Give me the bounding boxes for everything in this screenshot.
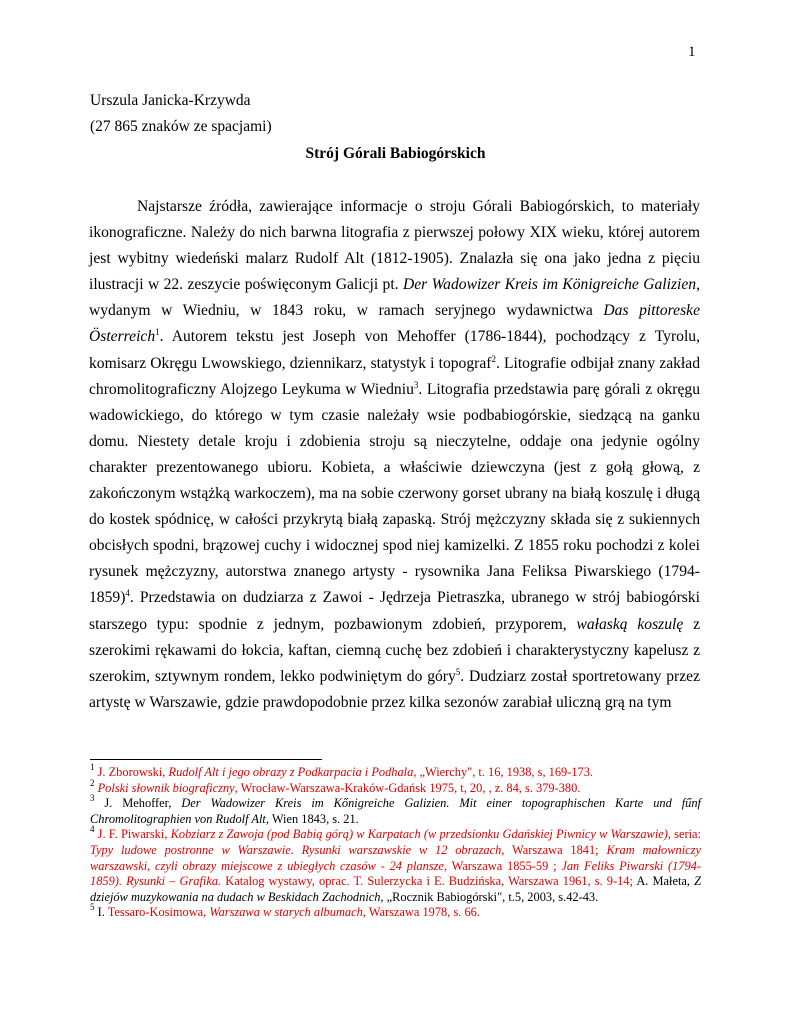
italic-title: Rudolf Alt i jego obrazy z Podkarpacia i Podhala — [168, 765, 414, 779]
author-name: Urszula Janicka-Krzywda — [90, 92, 251, 109]
footnote-4 — [90, 824, 701, 905]
paragraph — [89, 194, 700, 716]
text-run: , Warszawa 1841; — [501, 842, 607, 857]
footnote-3 — [90, 793, 701, 827]
footnote-2 — [90, 777, 701, 797]
italic-title: Typy ludowe postronne w Warszawie. Rysunki warszawskie w 12 obrazach — [90, 842, 502, 857]
text-run: I. — [94, 905, 108, 920]
italic-title: Der Wadowizer Kreis im Kőnigreiche Galizien. Mit einer topographischen Karte und fűnf Chromolitographien von Rudolf Alt, — [90, 796, 701, 826]
text-run: , Wrocław-Warszawa-Kraków-Gdańsk 1975, t, 20, , z. 84, s. 379-380. — [234, 780, 581, 795]
footnote-number: 4 — [90, 824, 95, 835]
text-run: , Warszawa 1978, s. 66. — [362, 905, 480, 920]
footnote-ref[interactable]: 1 — [155, 327, 160, 338]
italic-title: Z dziejów muzykowania na dudach w Beskidach Zachodnich — [90, 874, 701, 904]
text-run: J. Zborowski, — [94, 765, 169, 779]
footnote-ref[interactable]: 4 — [125, 588, 130, 599]
text-run: Tessaro-Kosimowa, — [107, 905, 210, 920]
italic-title: Das pittoreske Österreich — [89, 302, 700, 346]
text-run: Najstarsze źródła, zawierające informacje o stroju Górali Babiogórskich, to materiały ikonograficzne. Należy do nich barwna litografia z pierwszej połowy XIX wieku, której autorem jest wybitny wiedeński malarz Rudolf Alt (1812-1905). Znalazła się ona jako jedna z pięciu ilustracji w 22. zeszycie poświęconym Galicji pt. — [89, 198, 700, 294]
text-run: J. F. Piwarski, — [94, 827, 171, 842]
text-run: . Autorem tekstu jest Joseph von Mehoffer (1786-1844), pochodzący z Tyrolu, komisarz Okręgu Lwowskiego, dziennikarz, statystyk i topograf — [89, 328, 700, 372]
character-count: (27 865 znaków ze spacjami) — [90, 118, 272, 135]
footnote-number: 1 — [90, 762, 95, 772]
footnote-separator — [90, 759, 322, 760]
italic-title: Warszawa w starych albumach — [209, 905, 363, 920]
footnote-ref[interactable]: 3 — [413, 379, 419, 390]
footnote-ref[interactable]: 5 — [455, 666, 461, 677]
footnote-number: 3 — [90, 793, 95, 804]
text-run: , „Wierchy", t. 16, 1938, s, 169-173. — [413, 765, 594, 779]
footnote-ref[interactable]: 2 — [491, 353, 496, 364]
footnote-number: 5 — [90, 902, 95, 913]
italic-title: Jan Feliks Piwarski (1794-1859). Rysunki – Grafika. — [90, 858, 701, 889]
italic-title: Der Wadowizer Kreis im Königreiche Galizien — [402, 276, 697, 294]
text-run: . Litografie odbijał znany zakład chromolitograficzny Alojzego Leykuma w Wiedniu — [89, 354, 700, 398]
text-run: , wydanym w Wiedniu, w 1843 roku, w ramach seryjnego wydawnictwa — [89, 276, 700, 320]
italic-title: Kram małowniczy warszawski, czyli obrazy miejscowe z ubiegłych czasów - 24 plansze — [90, 842, 701, 873]
text-run: J. Mehoffer, — [94, 796, 182, 811]
footnote-5 — [90, 902, 701, 921]
footnote-number: 2 — [90, 777, 95, 788]
text-run: Wien 1843, s. 21. — [268, 811, 359, 826]
text-run: . Dudziarz został sportretowany przez artystę w Warszawie, gdzie prawdopodobnie przez kilka sezonów zarabiał uliczną grą na tym — [89, 667, 700, 711]
body-text — [89, 194, 700, 716]
text-run: Katalog wystawy, oprac. T. Sulerzycka i E. Budzińska, Warszawa 1961, s. 9-14; — [221, 874, 633, 889]
page-number: 1 — [688, 44, 696, 60]
text-run: . Przedstawia on dudziarza z Zawoi - Jędrzeja Pietraszka, ubranego w strój babiogórski starszego typu: spodnie z jednym, pozbawionym zdobień, przyporem, — [89, 589, 700, 633]
text-run: A. Małeta, — [632, 874, 695, 889]
text-run: seria: — [670, 827, 701, 842]
italic-title: Kobziarz z Zawoja (pod Babią górą) w Karpatach (w przedsionku Gdańskiej Piwnicy w Warszawie), — [170, 827, 671, 842]
italic-phrase: wałaską koszulę — [576, 615, 684, 633]
text-run: z szerokimi rękawami do łokcia, kaftan, ciemną cuchę bez zdobień i charakterystyczny kapelusz z szerokim, sztywnym rondem, lekko podwiniętym do góry — [89, 615, 700, 685]
footnote-1 — [90, 762, 701, 781]
text-run: , Warszawa 1855-59 ; — [443, 858, 562, 873]
footnotes — [90, 762, 701, 921]
italic-title: Polski słownik biograficzny — [97, 780, 235, 795]
text-run: , „Rocznik Babiogórski", t.5, 2003, s.42-43. — [380, 889, 599, 904]
document-title: Strój Górali Babiogórskich — [305, 145, 486, 162]
text-run: . Litografia przedstawia parę górali z okręgu wadowickiego, do którego w tym czasie należały wsie podbabiogórskie, siedzącą na ganku domu. Niestety detale kroju i zdobienia stroju są nieczytelne, oddaje ona jedynie ogólny charakter prezentowanego ubioru. Kobieta, a właściwie dziewczyna (jest z gołą głową, z zakończonym wstążką warkoczem), ma na sobie czerwony gorset ubrany na białą koszulę i długą do kostek spódnicę, w całości przykrytą białą zapaską. Strój mężczyzny składa się z sukiennych obcisłych spodni, brązowej cuchy i widocznej spod niej kamizelki. Z 1855 roku pochodzi z kolei rysunek mężczyzny, autorstwa znanego artysty - rysownika Jana Feliksa Piwarskiego (1794-1859) — [89, 380, 700, 607]
